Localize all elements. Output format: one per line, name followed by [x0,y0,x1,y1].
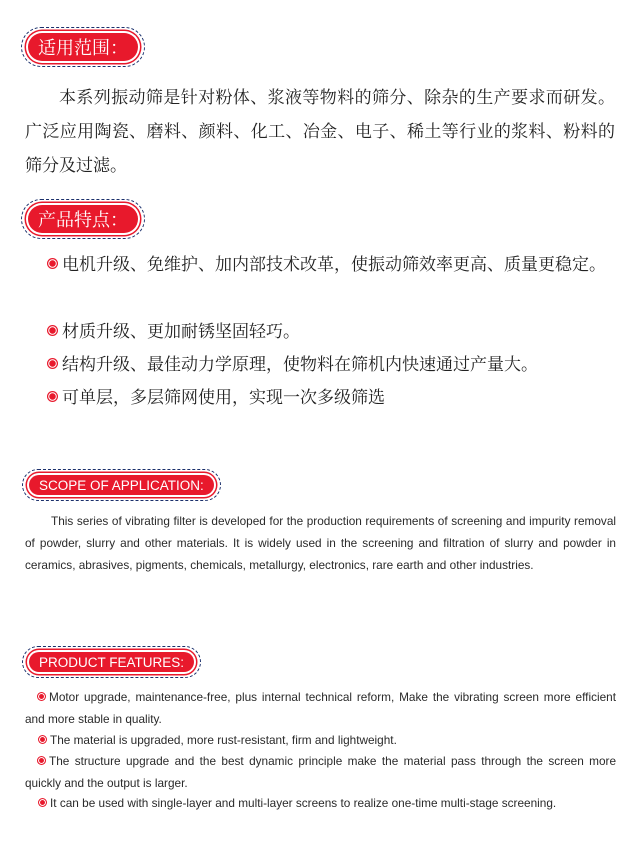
bullet-icon [37,692,46,701]
feature-text-en: It can be used with single-layer and multi-layer screens to realize one-time multi-stage screening. [50,796,557,810]
heading-application-cn [28,33,138,61]
bullet-icon [37,756,46,765]
heading-features-en-text: PRODUCT FEATURES: [39,654,185,670]
feature-item-en [25,729,616,751]
application-description-cn: 本系列振动筛是针对粉体、浆液等物料的筛分、除杂的生产要求而研发。广泛应用陶瓷、磨料、颜料、化工、冶金、电子、稀土等行业的浆料、粉料的筛分及过滤。 [25,88,615,176]
bullet-icon [47,258,58,269]
feature-item-cn [25,248,615,282]
heading-features-en [29,652,194,672]
feature-item-cn [25,348,615,382]
heading-application-cn-text: 适用范围： [38,38,128,59]
feature-text-cn: 电机升级、免维护、加内部技术改革，使振动筛效率更高、质量更稳定。 [62,255,606,275]
feature-item-en [25,792,616,814]
feature-item-en [25,750,616,794]
bullet-icon [38,735,47,744]
bullet-icon [47,358,58,369]
heading-application-en [29,475,214,495]
feature-text-cn: 可单层，多层筛网使用，实现一次多级筛选 [62,388,385,408]
feature-item-en [25,686,616,730]
feature-item-cn [25,381,615,415]
application-description-en: This series of vibrating filter is developed for the production requirements of screening and impurity removal of powder, slurry and other materials. It is widely used in the screening and filtration of slurry and powder in ceramics, abrasives, pigments, chemicals, metallurgy, electronics, rare earth and other industries. [25,514,616,572]
feature-text-cn: 结构升级、最佳动力学原理，使物料在筛机内快速通过产量大。 [62,355,538,375]
feature-text-en: The material is upgraded, more rust-resistant, firm and lightweight. [50,733,397,747]
heading-features-cn-text: 产品特点： [38,210,128,231]
heading-application-en-text: SCOPE OF APPLICATION: [39,477,204,493]
bullet-icon [47,391,58,402]
bullet-icon [47,325,58,336]
feature-text-cn: 材质升级、更加耐锈坚固轻巧。 [62,322,300,342]
feature-text-en: Motor upgrade, maintenance-free, plus internal technical reform, Make the vibrating screen more efficient and more stable in quality. [25,690,616,726]
heading-features-cn [28,205,138,233]
feature-item-cn [25,315,615,349]
bullet-icon [38,798,47,807]
feature-text-en: The structure upgrade and the best dynamic principle make the material pass through the screen more quickly and the output is larger. [25,754,616,790]
